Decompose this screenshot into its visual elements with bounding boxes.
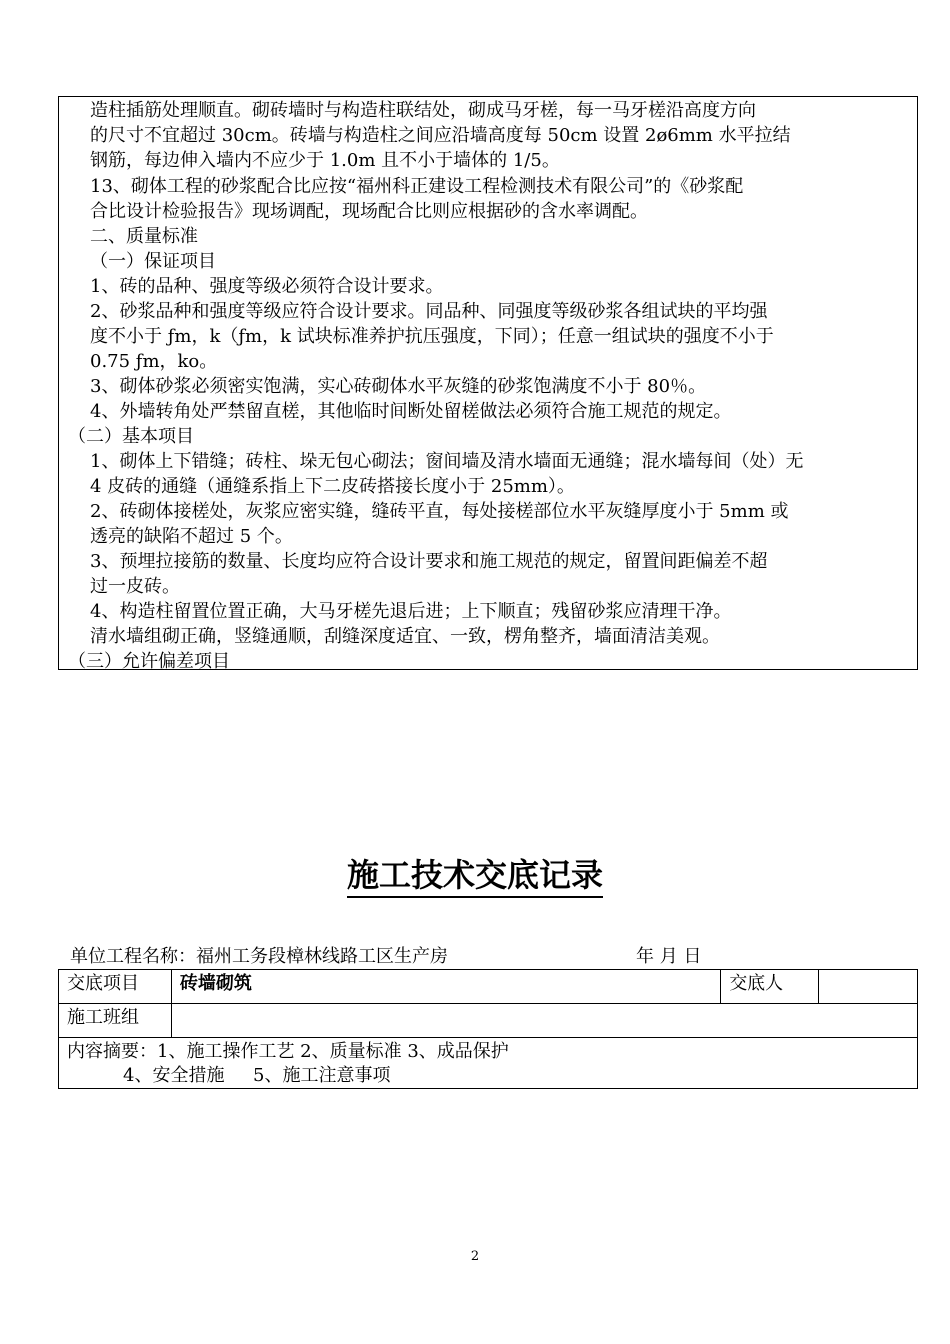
text-line: 造柱插筋处理顺直。砌砖墙时与构造柱联结处，砌成马牙槎，每一马牙槎沿高度方向 xyxy=(90,100,756,121)
text-line: 过一皮砖。 xyxy=(90,576,180,597)
summary-line-2: 4、安全措施 5、施工注意事项 xyxy=(123,1065,391,1086)
table-row xyxy=(59,970,918,1004)
text-line: 3、砌体砂浆必须密实饱满，实心砖砌体水平灰缝的砂浆饱满度不小于 80％。 xyxy=(90,376,707,397)
text-line: 2、砖砌体接槎处，灰浆应密实缝，缝砖平直，每处接槎部位水平灰缝厚度小于 5mm 或 xyxy=(90,501,789,522)
section-heading: 二、质量标准 xyxy=(90,226,198,247)
person-label: 交底人 xyxy=(721,970,819,1004)
subsection-heading: （三）允许偏差项目 xyxy=(68,651,230,672)
item-label: 交底项目 xyxy=(59,970,172,1004)
subsection-heading: （二）基本项目 xyxy=(68,426,194,447)
text-line: 4、外墙转角处严禁留直槎，其他临时间断处留槎做法必须符合施工规范的规定。 xyxy=(90,401,732,422)
page-number: 2 xyxy=(470,1249,480,1264)
text-line: 2、砂浆品种和强度等级应符合设计要求。同品种、同强度等级砂浆各组试块的平均强 xyxy=(90,301,768,322)
text-line: 3、预埋拉接筋的数量、长度均应符合设计要求和施工规范的规定，留置间距偏差不超 xyxy=(90,551,768,572)
text-line: 4、构造柱留置位置正确，大马牙槎先退后进；上下顺直；残留砂浆应清理干净。 xyxy=(90,601,732,622)
unit-project-name: 单位工程名称：福州工务段樟林线路工区生产房 xyxy=(70,946,448,967)
text-line: 钢筋，每边伸入墙内不应少于 1.0m 且不小于墙体的 1/5。 xyxy=(90,150,560,171)
text-line: 度不小于 ƒm，k（ƒm，k 试块标准养护抗压强度，下同）；任意一组试块的强度不小于 xyxy=(90,326,774,347)
table-row xyxy=(59,1004,918,1038)
text-line: 1、砖的品种、强度等级必须符合设计要求。 xyxy=(90,276,444,297)
text-line: 合比设计检验报告》现场调配，现场配合比则应根据砂的含水率调配。 xyxy=(90,201,648,222)
subsection-heading: （一）保证项目 xyxy=(90,251,216,272)
record-table xyxy=(58,969,918,1089)
team-value xyxy=(171,1004,917,1038)
record-title-wrap xyxy=(0,850,950,896)
date-label: 年 月 日 xyxy=(636,946,702,967)
text-line: 13、砌体工程的砂浆配合比应按“福州科正建设工程检测技术有限公司”的《砂浆配 xyxy=(90,176,744,197)
text-line: 的尺寸不宜超过 30cm。砖墙与构造柱之间应沿墙高度每 50cm 设置 2ø6mm 水平拉结 xyxy=(90,125,791,146)
summary-line-1: 内容摘要：1、施工操作工艺 2、质量标准 3、成品保护 xyxy=(67,1041,509,1062)
text-line: 4 皮砖的通缝（通缝系指上下二皮砖搭接长度小于 25mm）。 xyxy=(90,476,575,497)
text-line: 1、砌体上下错缝；砖柱、垛无包心砌法；窗间墙及清水墙面无通缝；混水墙每间（处）无 xyxy=(90,451,804,472)
summary-cell xyxy=(59,1038,918,1089)
text-line: 清水墙组砌正确，竖缝通顺，刮缝深度适宜、一致，楞角整齐，墙面清洁美观。 xyxy=(90,626,720,647)
person-value xyxy=(819,970,918,1004)
team-label: 施工班组 xyxy=(59,1004,172,1038)
text-line: 透亮的缺陷不超过 5 个。 xyxy=(90,526,293,547)
record-title: 施工技术交底记录 xyxy=(347,856,603,898)
text-line: 0.75 ƒm，ko。 xyxy=(90,351,218,372)
table-row xyxy=(59,1038,918,1089)
item-value: 砖墙砌筑 xyxy=(171,970,720,1004)
